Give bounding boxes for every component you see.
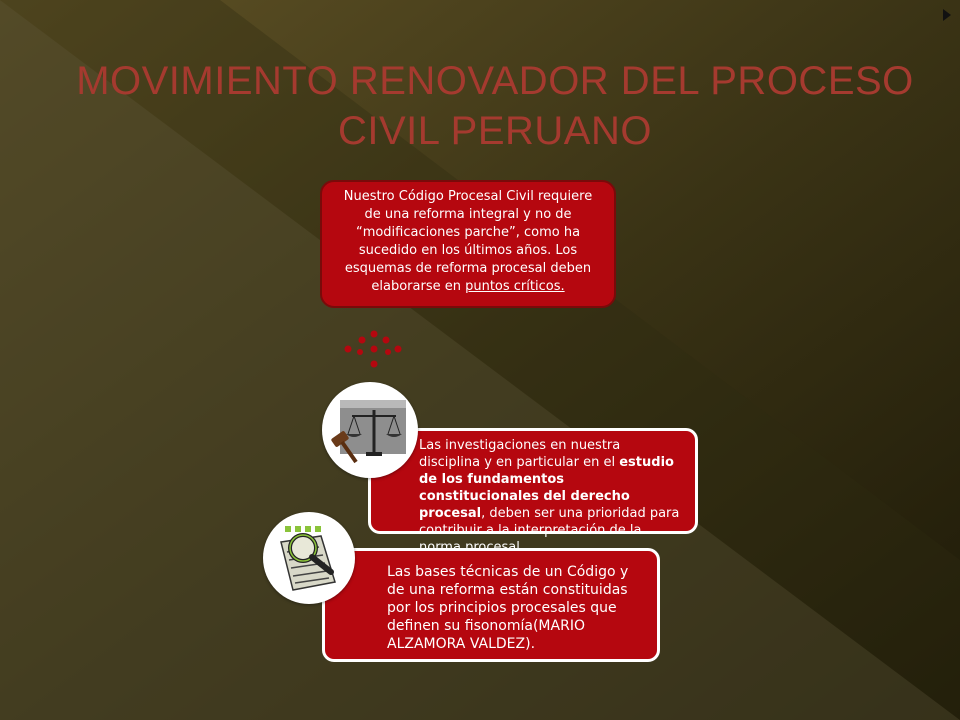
magnifier-document-icon [263,512,355,604]
research-text-before: Las investigaciones en nuestra disciplina y en particular en el [419,438,621,470]
slide-title-line2: CIVIL PERUANO [338,109,652,153]
slide-title-line1: MOVIMIENTO RENOVADOR DEL PROCESO [76,59,914,103]
slide-title [60,56,930,156]
critical-points-link[interactable]: puntos críticos. [465,279,565,294]
reform-text: Nuestro Código Procesal Civil requiere de una reforma integral y no de “modificaciones parche”, como ha sucedido en los últimos años. Los esquemas de reforma procesal deben elaborarse en [343,189,593,294]
principles-text: Las bases técnicas de un Código y de una reforma están constituidas por los principios procesales que definen su fisonomía(MARIO ALZAMORA VALDEZ). [387,564,629,652]
nav-arrow-icon[interactable] [942,8,952,22]
scales-of-justice-icon [322,382,418,478]
research-text-bold: estudio de los fundamentos constitucionales del derecho procesal [419,455,674,521]
principles-text-box [322,548,660,662]
research-text-after: , deben ser una prioridad para contribuir a la interpretación de la [419,506,680,538]
dots-decoration-icon [340,322,410,372]
reform-text-box [320,180,616,308]
